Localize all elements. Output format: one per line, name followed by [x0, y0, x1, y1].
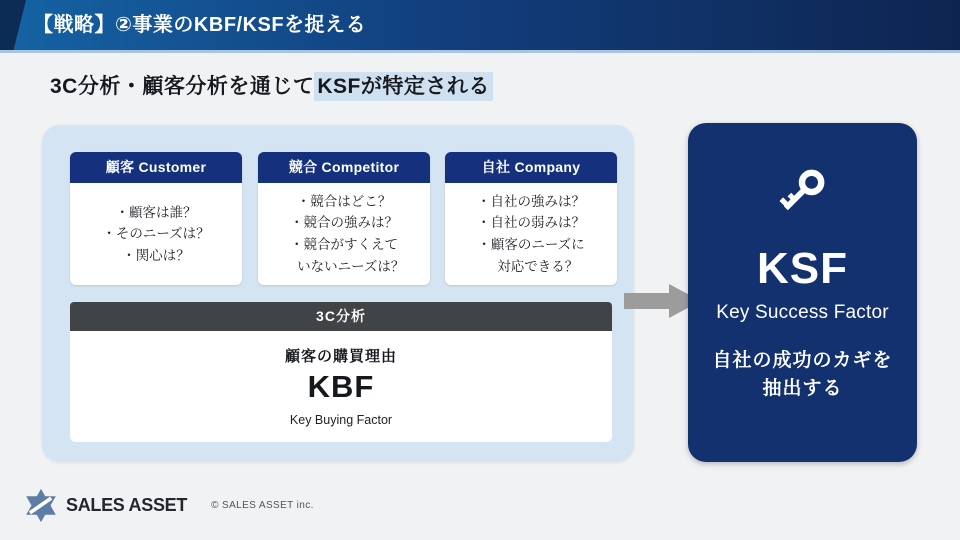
kbf-full-name: Key Buying Factor — [289, 413, 393, 427]
card-line: ・競合がすくえて — [290, 237, 398, 252]
key-icon — [771, 159, 835, 223]
card-customer — [70, 152, 242, 285]
card-line: ・そのニーズは？ — [102, 226, 210, 242]
card-competitor-title: 競合 Competitor — [258, 152, 430, 183]
card-line: ・関心は？ — [122, 247, 190, 263]
card-company-title: 自社 Company — [445, 152, 617, 183]
card-company-body — [445, 183, 617, 285]
3c-analysis-bar-label: 3C分析 — [70, 302, 612, 331]
card-competitor — [258, 152, 430, 285]
ksf-panel — [688, 123, 917, 462]
copyright-text: © SALES ASSET inc. — [211, 500, 314, 511]
card-line: いないニーズは？ — [283, 258, 405, 274]
ksf-full-name: Key Success Factor — [716, 302, 889, 323]
card-company — [445, 152, 617, 285]
header-accent-shape — [0, 0, 26, 50]
subtitle-text: 3C分析・顧客分析を通じて — [50, 75, 315, 98]
ksf-description-line2: 抽出する — [762, 377, 843, 399]
kbf-caption: 顧客の購買理由 — [284, 348, 397, 365]
star-logo-icon — [22, 487, 60, 524]
header-bar — [0, 0, 960, 53]
ksf-acronym: KSF — [757, 244, 848, 293]
card-line: ・自社の強みは？ — [477, 193, 585, 209]
card-line: ・競合はどこ？ — [296, 193, 392, 209]
card-customer-body — [70, 183, 242, 285]
card-line: ・自社の弱みは？ — [477, 215, 585, 231]
brand-name: SALES ASSET — [66, 495, 188, 515]
card-line: ・競合の強みは？ — [290, 215, 398, 231]
subtitle — [50, 70, 493, 100]
ksf-description-line1: 自社の成功のカギを — [712, 350, 893, 371]
card-competitor-body — [258, 183, 430, 285]
footer — [22, 487, 314, 524]
card-line: ・顧客のニーズに — [477, 237, 585, 252]
kbf-result-box — [70, 331, 612, 442]
card-line: ・顧客は誰？ — [115, 204, 197, 220]
kbf-acronym: KBF — [307, 369, 375, 404]
ksf-description — [712, 347, 892, 402]
3c-analysis-panel — [42, 125, 634, 462]
subtitle-highlight: KSFが特定される — [314, 72, 493, 101]
card-line: 対応できる？ — [483, 258, 579, 274]
card-customer-title: 顧客 Customer — [70, 152, 242, 183]
page-title: 【戦略】②事業のKBF/KSFを捉える — [33, 14, 367, 36]
